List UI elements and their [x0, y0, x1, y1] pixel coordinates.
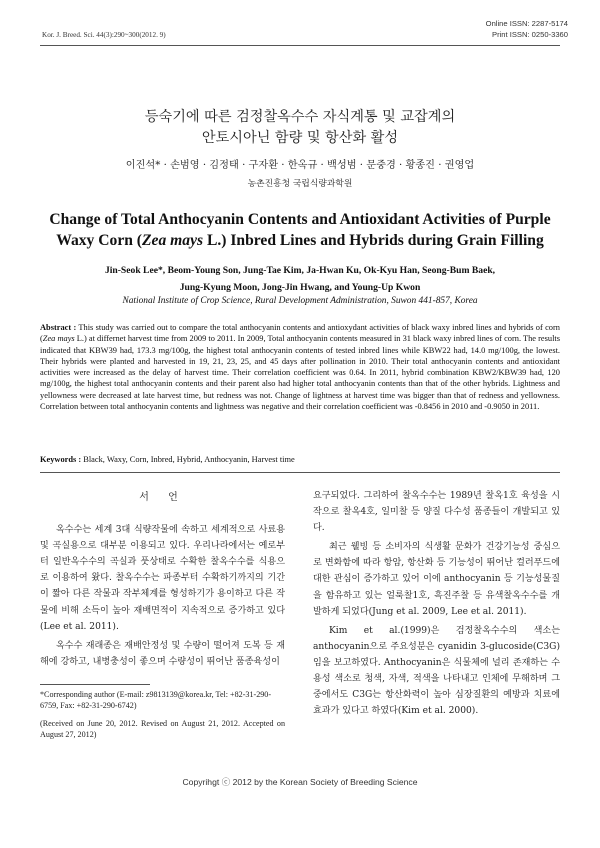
abstract-text-a: This study was carried out to compare the total anthocyanin contents and antioxydant activities of black waxy inbred lines and hybrids of corn ( — [40, 323, 560, 344]
english-affiliation: National Institute of Crop Science, Rural Development Administration, Suwon 441-857, Korea — [122, 296, 478, 306]
section-heading-introduction: 서 언 — [139, 492, 186, 503]
corresponding-author-note: *Corresponding author (E-mail: z9813139@korea.kr, Tel: +82-31-290-6759, Fax: +82-31-290-6742) — [40, 689, 272, 711]
title-text-b: L.) Inbred Lines and Hybrids during Grain Filling — [203, 232, 544, 249]
intro-paragraph-2: 옥수수 재래종은 재배안정성 및 수량이 떨어져 도복 등 재해에 강하고, 내병충성이 좋으며 수량성이 뛰어난 품종육성이 — [40, 640, 285, 667]
korean-title — [40, 107, 560, 149]
intro-paragraph-1: 옥수수는 세계 3대 식량작물에 속하고 세계적으로 사료용 및 곡실용으로 대부분 이용되고 있다. 우리나라에서는 예로부터 일반옥수수의 곡실과 풋상태로 수확한 찰옥수수를 식용으로 이용하여 왔다. 찰옥수수는 파종부터 수확하기까지의 기간이 짧아 다른 작물과 작부체계를 형성하기가 용이하고 다른 작물에 비해 소득이 높아 재배면적이 지속적으로 증가하고 있다(Lee et al. 2011). — [40, 525, 285, 632]
keywords — [40, 455, 560, 464]
keywords-label: Keywords : — [40, 455, 82, 464]
keywords-text: Black, Waxy, Corn, Inbred, Hybrid, Anthocyanin, Harvest time — [81, 455, 295, 464]
copyright-notice: Copyrihgt ⓒ 2012 by the Korean Society of Breeding Science — [182, 777, 418, 787]
received-dates: (Received on June 20, 2012. Revised on August 21, 2012. Accepted on August 27, 2012) — [40, 718, 285, 740]
section-divider — [40, 472, 560, 473]
korean-title-line-2: 안토시아닌 함량 및 항산화 활성 — [201, 130, 399, 146]
right-column — [313, 488, 560, 722]
title-species-italic: Zea mays — [142, 232, 204, 249]
intro-paragraph-4: 최근 웰빙 등 소비자의 식생활 문화가 건강기능성 중심으로 변화함에 따라 항암, 항산화 등 기능성이 뛰어난 컬러푸드에 대한 관심이 증가하고 있어 이에 anthocyanin 등 기능성물질을 함유하고 있는 얼룩찰1호, 흑진주찰 등 유색찰옥수수를 개발하게 되었다(Jung et al. 2009, Lee et al. 2011). — [313, 542, 560, 617]
english-authors-line-1: Jin-Seok Lee*, Beom-Young Son, Jung-Tae Kim, Ja-Hwan Ku, Ok-Kyu Han, Seong-Bum Baek, — [104, 265, 496, 276]
left-column — [40, 488, 285, 741]
korean-authors: 이진석* · 손범영 · 김정태 · 구자환 · 한옥규 · 백성범 · 문중경 · 황종진 · 권영업 — [125, 160, 475, 171]
intro-paragraph-3: 요구되었다. 그리하여 찰옥수수는 1989년 찰옥1호 육성을 시작으로 찰옥4호, 일미찰 등 양질 다수성 품종들이 개발되고 있다. — [313, 491, 560, 534]
english-title — [40, 209, 560, 251]
english-authors — [40, 262, 560, 296]
journal-reference: Kor. J. Breed. Sci. 44(3):290~300(2012. 9) — [42, 31, 166, 39]
english-authors-line-2: Jung-Kyung Moon, Jong-Jin Hwang, and Young-Up Kwon — [179, 282, 421, 293]
intro-paragraph-5: Kim et al.(1999)은 검정찰옥수수의 색소는 anthocyanin으로 주요성분은 cyanidin 3-glucoside(C3G) 임을 보고하였다. Anthocyanin은 식물체에 널리 존재하는 수용성 색소로 청색, 자색, 적색을 나타내고 인체에 무해하며 그 중에서도 C3G는 항산화력이 높아 심장질환의 예방과 치료에 효과가 있다고 하였다(Kim et al. 2000). — [313, 625, 560, 717]
english-title-line-2 — [40, 230, 560, 251]
issn-block — [486, 18, 568, 40]
abstract-label: Abstract : — [40, 323, 77, 332]
abstract — [40, 322, 560, 412]
online-issn: Online ISSN: 2287-5174 — [485, 19, 568, 28]
english-title-line-1: Change of Total Anthocyanin Contents and Antioxidant Activities of Purple — [49, 211, 551, 228]
print-issn: Print ISSN: 0250-3360 — [492, 30, 568, 39]
korean-title-line-1: 등숙기에 따른 검정찰옥수수 자식계통 및 교잡계의 — [144, 109, 456, 125]
title-text-a: Waxy Corn ( — [56, 232, 142, 249]
header-divider — [40, 45, 560, 46]
footnote-divider — [40, 684, 150, 685]
abstract-species-italic: Zea mays — [42, 334, 75, 344]
korean-affiliation: 농촌진흥청 국립식량과학원 — [247, 179, 353, 189]
abstract-text-b: L.) at differnet harvest time from 2009 to 2011. In 2009, Total anthocyanin contents measured in 31 black waxy inbred lines of corn. The results indicated that KBW39 had, 173.3 mg/100g, the highest total anthocyanin contents of tested inbred lines while KBW22 had, 14.0 mg/100g, the lowest. Their hybrids were planted and harvested in 19, 21, 23, 25, and 45 days after pollination in 2010. Their total anthocyanin contents and antioxidant activities were increased as the delay of harvest time. Their correlation coefficient was 0.64. In 2011, hybrid combination KBW2/KBW39 had, 120 mg/100g, the highest total anthocyanin contents and their parent also had higher total anthocyanin contents than that of the other hybrids. Lightness and yellowness were decreased at late harvest time, but redness was not. Change of lightness at harvest time was bigger than that of redness and yellowness. Correlation between total anthocyanin contents and lightness was negative and their correlation coefficient was -0.8456 in 2010 and -0.9050 in 2011. — [40, 334, 560, 412]
